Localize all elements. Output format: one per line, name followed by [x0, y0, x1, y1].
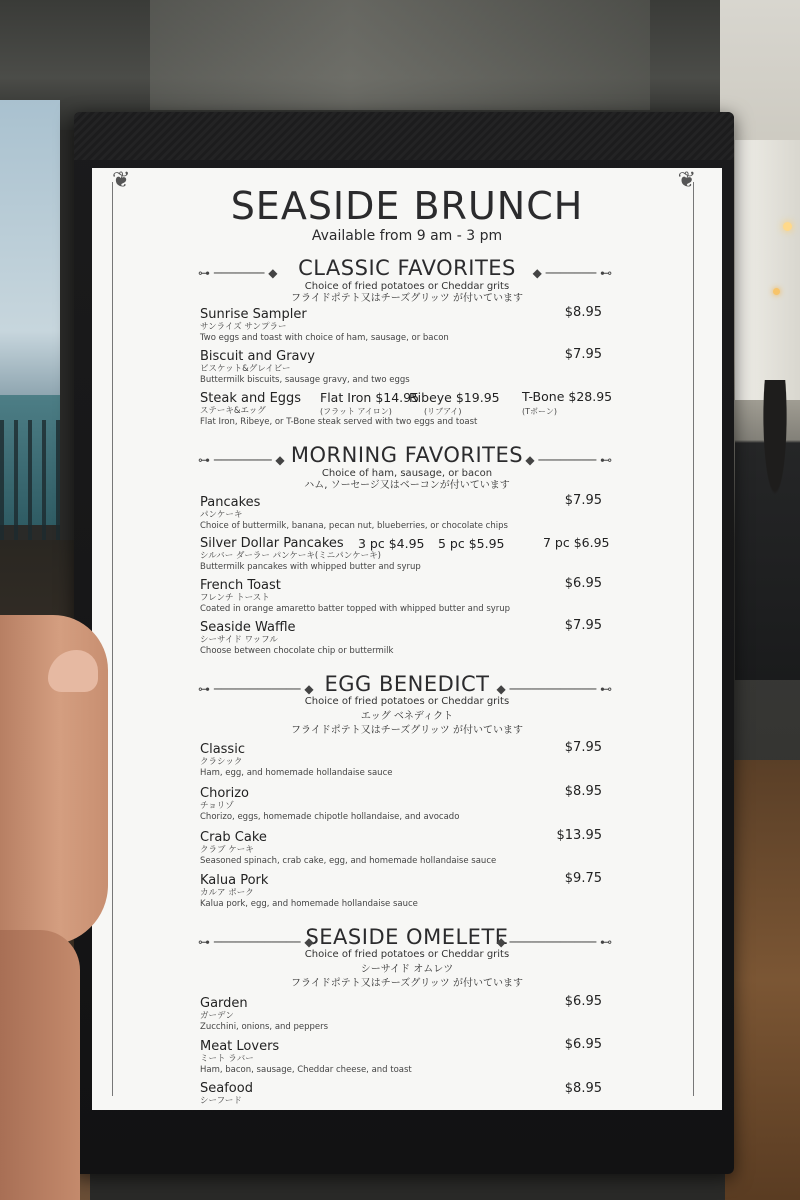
option-label: 5 pc [438, 536, 465, 551]
item-price: $7.95 [564, 347, 602, 362]
item-price: $8.95 [564, 305, 602, 320]
section-subtitle-jp: フライドポテト又はチーズグリッツ が付いています [291, 293, 523, 304]
menu-item [200, 996, 620, 1033]
item-price: $7.95 [564, 740, 602, 755]
menu-item [200, 620, 620, 657]
item-name-jp: クラシック [200, 757, 243, 767]
item-description: Coated in orange amaretto batter topped with whipped butter and syrup [200, 604, 511, 614]
item-name-jp: チョリゾ [200, 801, 234, 811]
menu-item [200, 1039, 620, 1076]
item-name-jp: シーサイド ワッフル [200, 635, 278, 645]
option-value: $28.95 [568, 389, 613, 404]
section-subtitle-jp: エッグ ベネディクト [360, 711, 454, 722]
option-value: $5.95 [468, 536, 505, 551]
section-title: EGG BENEDICT [324, 672, 490, 696]
lamp-light [773, 288, 780, 295]
option-jp: (リブアイ) [424, 407, 462, 416]
item-name: Seafood [200, 1081, 253, 1096]
section-subtitle-jp: ハム, ソーセージ又はベーコンが付いています [304, 480, 510, 491]
item-price: $9.75 [564, 871, 602, 886]
section-subtitle-jp: フライドポテト又はチーズグリッツ が付いています [291, 725, 523, 736]
menu-title: SEASIDE BRUNCH [230, 184, 584, 228]
item-price: $8.95 [564, 1081, 602, 1096]
item-name: Sunrise Sampler [200, 307, 307, 322]
item-name: Silver Dollar Pancakes [200, 536, 344, 551]
option-price [438, 536, 505, 551]
flourish-icon: ◆ ──────── ⊷ [525, 453, 612, 467]
background-person [735, 380, 800, 680]
item-name: Classic [200, 742, 245, 757]
menu-item [200, 307, 620, 344]
railing [0, 420, 70, 550]
item-name: Chorizo [200, 786, 250, 801]
option-label: 7 pc [543, 535, 570, 550]
item-name-jp: シーフード [200, 1096, 242, 1106]
item-description: Kalua pork, egg, and homemade hollandaise sauce [200, 899, 418, 909]
item-name: Kalua Pork [200, 873, 269, 888]
wooden-table [725, 760, 800, 1200]
section-header [92, 256, 722, 280]
option-value: $14.95 [375, 390, 420, 405]
flourish-icon: ◆ ──────────── ⊷ [496, 682, 612, 696]
item-description: Flat Iron, Ribeye, or T-Bone steak served with two eggs and toast [200, 417, 478, 427]
menu-item [200, 1081, 620, 1107]
item-name: Meat Lovers [200, 1039, 280, 1054]
item-description: Buttermilk pancakes with whipped butter and syrup [200, 562, 421, 572]
item-price: $7.95 [564, 493, 602, 508]
flourish-icon: ◆ ──────────── ⊷ [496, 935, 612, 949]
menu-paper [92, 168, 722, 1110]
menu-board-clip [74, 112, 734, 160]
section-header [92, 925, 722, 949]
item-name-jp: クラブ ケーキ [200, 845, 254, 855]
option-price [409, 390, 500, 405]
section-title: SEASIDE OMELETE [305, 925, 509, 949]
item-price: $6.95 [564, 576, 602, 591]
section-subtitle: Choice of ham, sausage, or bacon [321, 468, 493, 479]
option-label: Flat Iron [320, 390, 372, 405]
item-name-jp: サンライズ サンプラー [200, 322, 287, 332]
corner-ornament-icon: ❦ [677, 168, 696, 193]
item-name: Seaside Waffle [200, 620, 296, 635]
option-price [358, 536, 425, 551]
option-value: $6.95 [573, 535, 610, 550]
item-price: $8.95 [564, 784, 602, 799]
item-price: $6.95 [564, 1037, 602, 1052]
item-name-jp: パンケーキ [200, 510, 243, 520]
flourish-icon: ⊶ ──────────── ◆ [198, 682, 314, 696]
item-description: Ham, bacon, sausage, Cheddar cheese, and toast [200, 1065, 412, 1075]
menu-item [200, 495, 620, 532]
item-name: Steak and Eggs [200, 391, 302, 406]
option-value: $19.95 [455, 390, 500, 405]
option-jp: (Tボーン) [522, 407, 557, 416]
item-name-jp: ステーキ&エッグ [200, 406, 266, 416]
item-name: Garden [200, 996, 248, 1011]
item-price: $6.95 [564, 994, 602, 1009]
option-label: T-Bone [522, 389, 565, 404]
item-name: Pancakes [200, 495, 261, 510]
section-title: CLASSIC FAVORITES [298, 256, 516, 280]
option-label: 3 pc [358, 536, 385, 551]
section-subtitle: Choice of fried potatoes or Cheddar grits [304, 281, 510, 292]
option-price [543, 535, 610, 550]
item-description: Two eggs and toast with choice of ham, sausage, or bacon [200, 333, 449, 343]
item-price: $13.95 [556, 828, 602, 843]
lamp-light [783, 222, 792, 231]
option-value: $4.95 [388, 536, 425, 551]
item-price: $7.95 [564, 618, 602, 633]
section-header [92, 443, 722, 467]
availability: Available from 9 am - 3 pm [311, 228, 503, 244]
corner-ornament-icon: ❦ [112, 168, 131, 193]
flourish-icon: ⊶ ──────── ◆ [198, 453, 285, 467]
ceiling-beam [150, 0, 650, 110]
option-price [522, 389, 612, 404]
item-description: Seasoned spinach, crab cake, egg, and homemade hollandaise sauce [200, 856, 497, 866]
option-jp: (フラット アイロン) [320, 407, 392, 416]
option-price [320, 390, 419, 405]
option-label: Ribeye [409, 390, 452, 405]
section-header [92, 672, 722, 696]
item-description: Chorizo, eggs, homemade chipotle hollandaise, and avocado [200, 812, 460, 822]
item-name-jp: フレンチ トースト [200, 593, 270, 603]
menu-item [200, 742, 620, 779]
item-name: French Toast [200, 578, 281, 593]
section-subtitle: Choice of fried potatoes or Cheddar grits [304, 696, 510, 707]
holding-hand [0, 930, 80, 1200]
item-name: Biscuit and Gravy [200, 349, 315, 364]
menu-item [200, 786, 620, 823]
item-name-jp: シルバー ダーラー パンケーキ(ミニパンケーキ) [200, 551, 381, 561]
flourish-icon: ⊶ ─────── ◆ [198, 266, 278, 280]
item-name-jp: ビスケット&グレイビー [200, 364, 291, 374]
item-name-jp: ガーデン [200, 1011, 234, 1021]
flourish-icon: ⊶ ──────────── ◆ [198, 935, 314, 949]
item-name: Crab Cake [200, 830, 267, 845]
item-description: Choice of buttermilk, banana, pecan nut, blueberries, or chocolate chips [200, 521, 508, 531]
item-description: Zucchini, onions, and peppers [200, 1022, 329, 1032]
section-subtitle-jp: フライドポテト又はチーズグリッツ が付いています [291, 978, 523, 989]
menu-item [200, 578, 620, 615]
item-description: Choose between chocolate chip or buttermilk [200, 646, 394, 656]
flourish-icon: ◆ ─────── ⊷ [532, 266, 612, 280]
item-name-jp: ミート ラバー [200, 1054, 254, 1064]
menu-item [200, 349, 620, 386]
item-description: Buttermilk biscuits, sausage gravy, and two eggs [200, 375, 410, 385]
item-description: Ham, egg, and homemade hollandaise sauce [200, 768, 393, 778]
menu-item [200, 873, 620, 910]
section-title: MORNING FAVORITES [290, 443, 524, 467]
item-name-jp: カルア ポーク [200, 888, 254, 898]
right-window [735, 140, 800, 400]
section-subtitle: Choice of fried potatoes or Cheddar grits [304, 949, 510, 960]
section-subtitle-jp: シーサイド オムレツ [360, 964, 454, 975]
